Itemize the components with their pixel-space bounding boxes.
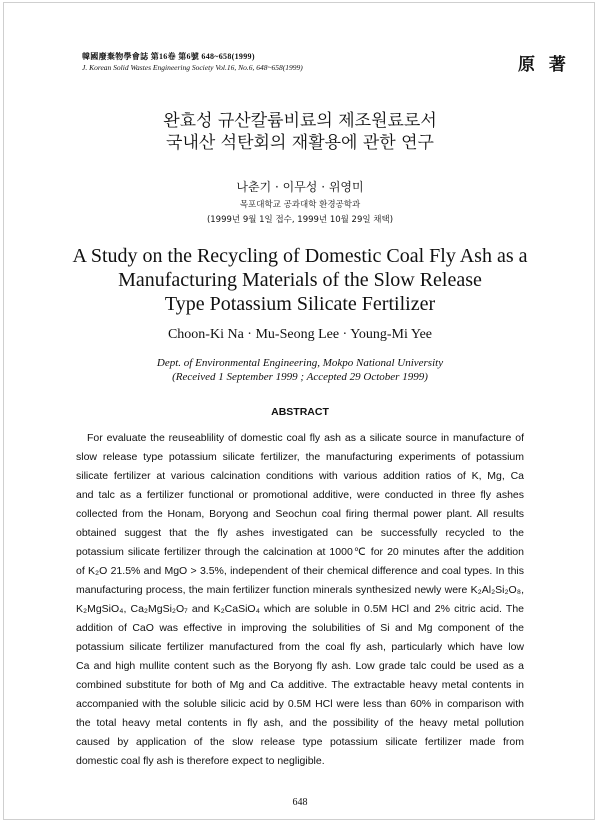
abstract-line: For evaluate the reuseablility of domestic coal fly ash as a silicate source in manufacture of: [87, 432, 524, 444]
abstract-line: domestic coal fly ash is therefore expect to negligible.: [76, 755, 325, 767]
korean-authors: 나춘기 · 이무성 · 위영미: [236, 180, 364, 194]
abstract-line: slow release type potassium silicate fertilizer, the manufacturing experiments of potassium: [76, 451, 524, 463]
journal-header-korean: 韓國廢棄物學會誌 第16卷 第6號 648~658(1999): [82, 52, 255, 61]
korean-received-date: (1999년 9월 1일 접수, 1999년 10월 29일 채택): [206, 215, 394, 225]
abstract-line: potassium silicate fertilizer through the calcination at 1000℃ for 20 minutes after the addition: [76, 546, 524, 558]
abstract-line: addition of CaO was effective in improving the solubilities of Si and Mg component of the: [76, 622, 524, 634]
article-category: 原 著: [518, 55, 570, 75]
abstract-heading: ABSTRACT: [271, 406, 329, 418]
page-number: 648: [292, 797, 308, 808]
korean-title-line-1: 완효성 규산칼륨비료의 제조원료로서: [163, 111, 437, 131]
abstract-line: and talc as a fertilizer functional or promotional additive, were conducted in three fly ashes: [76, 489, 524, 501]
english-title-line-1: A Study on the Recycling of Domestic Coal Fly Ash as a: [72, 245, 528, 267]
abstract-line: accompanied with the soluble silicic acid by 0.5M HCl were less than 60% in comparison with: [76, 698, 524, 710]
english-authors: Choon-Ki Na · Mu-Seong Lee · Young-Mi Yee: [167, 327, 433, 342]
abstract-line: manufacturing process, the main fertilizer function minerals synthesized newly were K₂Al₂Si₂O₈,: [76, 584, 524, 596]
abstract-line: collected from the Honam, Boryong and Seochun coal firing thermal power plant. All results: [76, 508, 524, 520]
korean-affiliation: 목포대학교 공과대학 환경공학과: [239, 200, 361, 210]
abstract-line: Ca and high mullite content such as the Boryong fly ash. Low grade talc could be used as a: [76, 660, 524, 672]
abstract-line: obtained suggest that the fly ashes investigated can be successfully recycled to the: [76, 527, 524, 539]
abstract-line: silicate fertilizer at various calcination conditions with various addition ratios of K, Mg, Ca: [76, 470, 524, 482]
english-title-line-2: Manufacturing Materials of the Slow Release: [118, 269, 482, 291]
abstract-line: potassium silicate fertilizer manufactured from the coal fly ash, particularly which have low: [76, 641, 524, 653]
abstract-line: of K₂O 21.5% and MgO > 3.5%, independent of their chemical difference and coal types. In this: [76, 565, 524, 577]
abstract-line: K₂MgSiO₄, Ca₂MgSi₂O₇ and K₂CaSiO₄ which are soluble in 0.5M HCl and 2% citric acid. The: [76, 603, 524, 615]
journal-header-english: J. Korean Solid Wastes Engineering Society Vol.16, No.6, 648~658(1999): [82, 63, 303, 72]
abstract-line: caused by application of the slow release type potassium silicate fertilizer made from: [76, 736, 524, 748]
english-title-line-3: Type Potassium Silicate Fertilizer: [164, 293, 436, 315]
korean-title-line-2: 국내산 석탄회의 재활용에 관한 연구: [166, 133, 434, 153]
abstract-line: the total heavy metal contents in fly ash, and the possibility of the heavy metal pollution: [76, 717, 524, 729]
abstract-line: combined substitute for both of Mg and Ca additive. The extractable heavy metal contents in: [76, 679, 524, 691]
english-received-date: (Received 1 September 1999 ; Accepted 29 October 1999): [172, 371, 428, 383]
english-department: Dept. of Environmental Engineering, Mokpo National University: [156, 357, 444, 369]
